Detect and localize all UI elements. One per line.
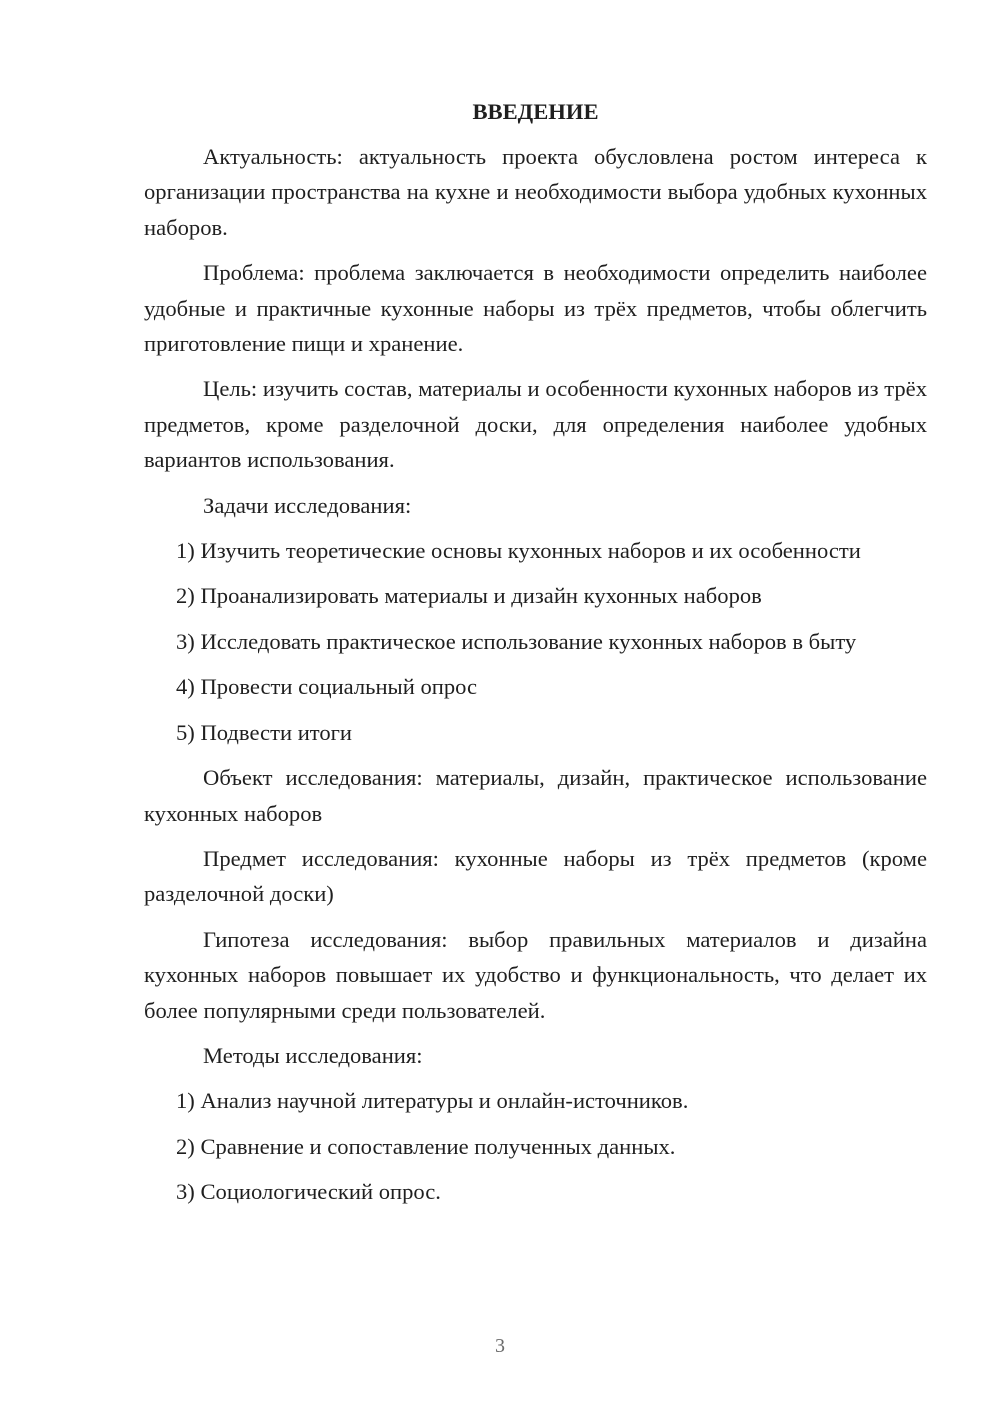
task-item-3: 3) Исследовать практическое использование кухонных наборов в быту <box>176 628 857 654</box>
method-item-3: 3) Социологический опрос. <box>176 1179 441 1205</box>
subject-paragraph: Предмет исследования: кухонные наборы из трёх предметов (кроме разделочной доски) <box>144 845 927 907</box>
problem-paragraph: Проблема: проблема заключается в необходимости определить наиболее удобные и практичные кухонные наборы из трёх предметов, чтобы облегчить приготовление пищи и хранение. <box>144 260 927 357</box>
task-item-4: 4) Провести социальный опрос <box>176 674 478 700</box>
document-body <box>144 94 927 1220</box>
goal-paragraph: Цель: изучить состав, материалы и особенности кухонных наборов из трёх предметов, кроме разделочной доски, для определения наиболее удобных вариантов использования. <box>144 376 927 473</box>
method-item-1: 1) Анализ научной литературы и онлайн-источников. <box>176 1088 689 1114</box>
hypothesis-paragraph: Гипотеза исследования: выбор правильных материалов и дизайна кухонных наборов повышает их удобство и функциональность, что делает их более популярными среди пользователей. <box>144 926 927 1023</box>
methods-heading: Методы исследования: <box>203 1042 423 1068</box>
task-item-2: 2) Проанализировать материалы и дизайн кухонных наборов <box>176 583 762 609</box>
tasks-heading: Задачи исследования: <box>203 492 412 518</box>
page-title: ВВЕДЕНИЕ <box>472 99 599 124</box>
object-paragraph: Объект исследования: материалы, дизайн, практическое использование кухонных наборов <box>144 765 927 826</box>
task-item-1: 1) Изучить теоретические основы кухонных наборов и их особенности <box>176 538 861 564</box>
task-item-5: 5) Подвести итоги <box>176 719 353 745</box>
method-item-2: 2) Сравнение и сопоставление полученных данных. <box>176 1133 676 1159</box>
page-number: 3 <box>495 1335 505 1357</box>
relevance-paragraph: Актуальность: актуальность проекта обусловлена ростом интереса к организации пространства на кухне и необходимости выбора удобных кухонных наборов. <box>144 144 927 240</box>
